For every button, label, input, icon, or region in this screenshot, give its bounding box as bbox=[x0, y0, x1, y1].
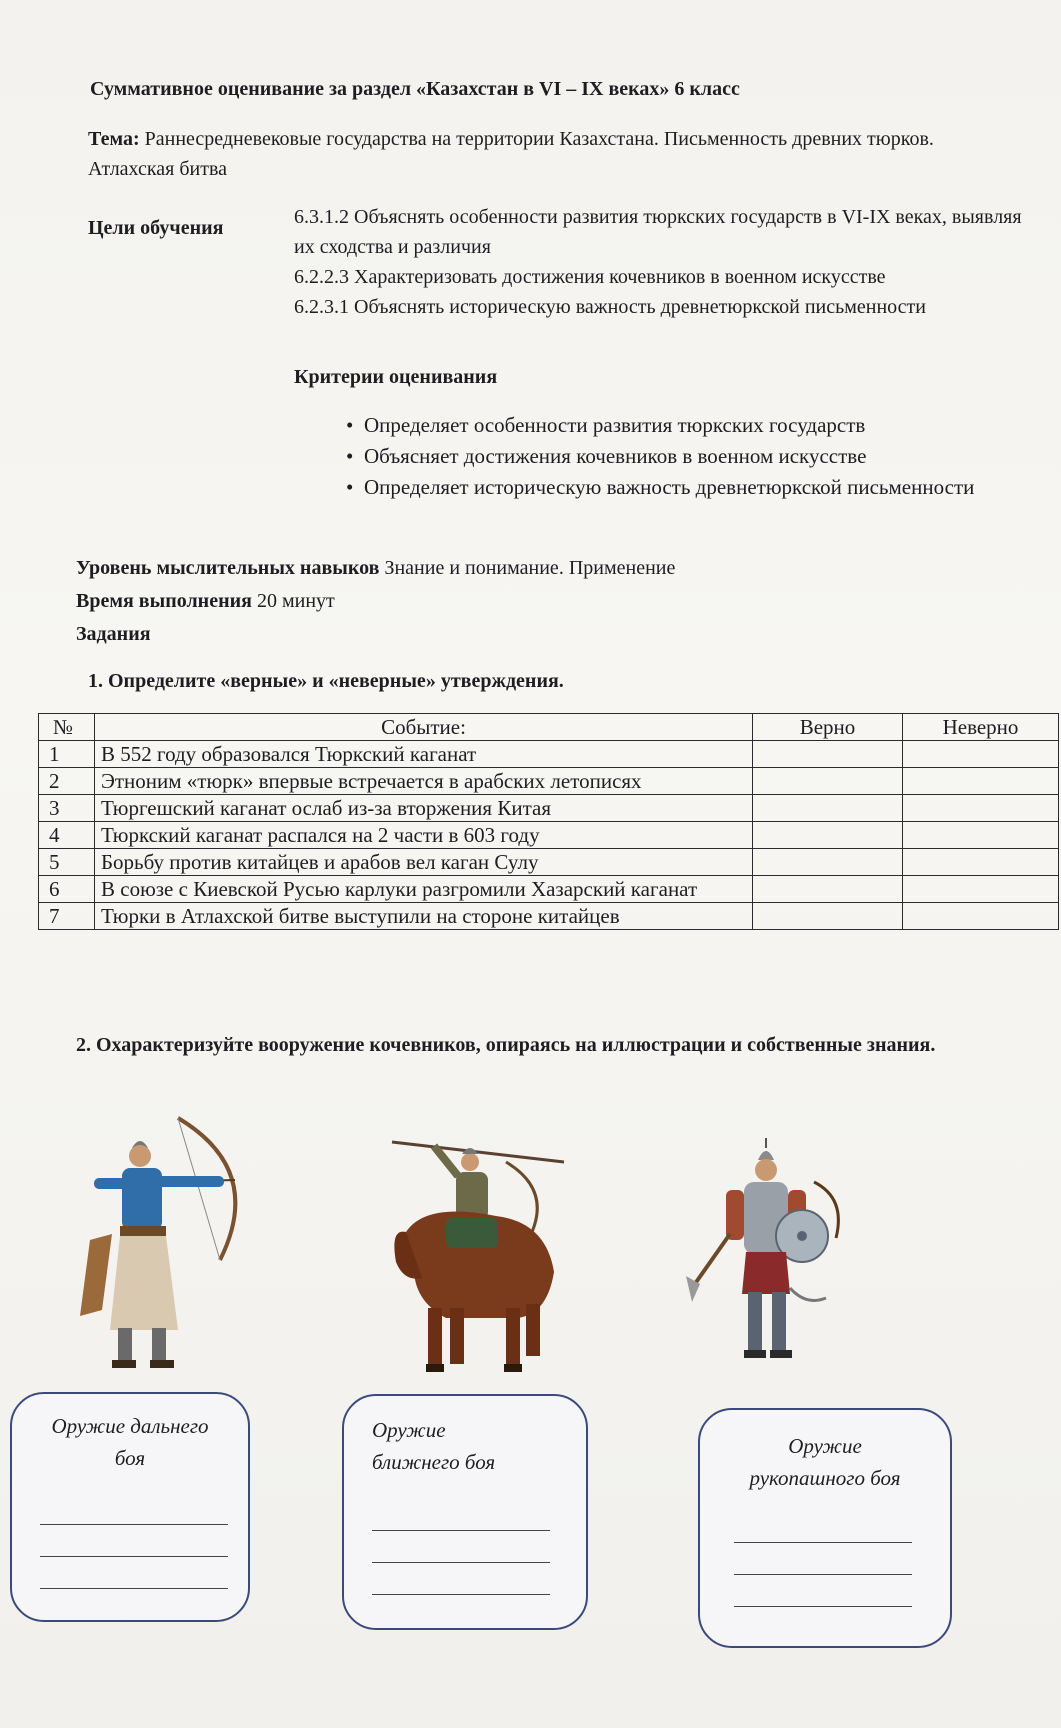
column-header-true: Верно bbox=[753, 714, 903, 741]
false-answer-cell[interactable] bbox=[903, 876, 1059, 903]
learning-goal-item: 6.3.1.2 Объяснять особенности развития тюркских государств в VI-IX веках, выявляя их сходства и различия bbox=[294, 206, 1022, 258]
false-answer-cell[interactable] bbox=[903, 741, 1059, 768]
column-header-false: Неверно bbox=[903, 714, 1059, 741]
false-answer-cell[interactable] bbox=[903, 768, 1059, 795]
box-caption bbox=[700, 1430, 950, 1494]
horseman-illustration bbox=[386, 1132, 596, 1382]
time-line bbox=[76, 585, 675, 618]
true-answer-cell[interactable] bbox=[753, 768, 903, 795]
thinking-level-label: Уровень мыслительных навыков bbox=[76, 557, 380, 579]
thinking-level-value: Знание и понимание. Применение bbox=[379, 557, 676, 579]
box-caption-line: боя bbox=[114, 1446, 146, 1470]
criteria-item-text: Объясняет достижения кочевников в военном искусстве bbox=[364, 444, 867, 468]
learning-goal-item: 6.2.3.1 Объяснять историческую важность древнетюркской письменности bbox=[294, 296, 926, 318]
learning-goals-list bbox=[294, 202, 1034, 322]
column-header-num: № bbox=[39, 714, 95, 741]
true-answer-cell[interactable] bbox=[753, 795, 903, 822]
criteria-item bbox=[344, 472, 984, 503]
box-caption bbox=[372, 1414, 586, 1478]
bullet-icon: • bbox=[346, 475, 354, 499]
learning-goals-label: Цели обучения bbox=[88, 217, 224, 239]
answer-line[interactable] bbox=[734, 1542, 912, 1543]
bullet-icon: • bbox=[346, 444, 354, 468]
true-answer-cell[interactable] bbox=[753, 741, 903, 768]
true-false-table bbox=[38, 713, 1059, 930]
table-row bbox=[39, 903, 1059, 930]
box-caption-line: ближнего боя bbox=[372, 1450, 496, 1474]
table-header-row bbox=[39, 714, 1059, 741]
box-caption bbox=[12, 1410, 248, 1474]
task1-title: 1. Определите «верные» и «неверные» утверждения. bbox=[88, 670, 564, 692]
archer-illustration bbox=[60, 1110, 260, 1382]
box-caption-line: Оружие дальнего bbox=[51, 1414, 209, 1438]
time-value: 20 минут bbox=[251, 590, 335, 612]
topic-paragraph bbox=[88, 124, 968, 184]
task2-title: 2. Охарактеризуйте вооружение кочевников, опираясь на иллюстрации и собственные знания. bbox=[76, 1034, 936, 1056]
criteria-list bbox=[344, 410, 984, 503]
tasks-label: Задания bbox=[76, 623, 151, 645]
row-number: 6 bbox=[39, 876, 95, 903]
row-event: Борьбу против китайцев и арабов вел каган Сулу bbox=[95, 849, 753, 876]
table-row bbox=[39, 768, 1059, 795]
answer-line[interactable] bbox=[372, 1594, 550, 1595]
answer-line[interactable] bbox=[734, 1574, 912, 1575]
answer-line[interactable] bbox=[372, 1562, 550, 1563]
row-event: В 552 году образовался Тюркский каганат bbox=[95, 741, 753, 768]
topic-label: Тема: bbox=[88, 128, 140, 150]
criteria-item-text: Определяет особенности развития тюркских государств bbox=[364, 413, 866, 437]
row-number: 4 bbox=[39, 822, 95, 849]
table-row bbox=[39, 822, 1059, 849]
true-answer-cell[interactable] bbox=[753, 876, 903, 903]
answer-line[interactable] bbox=[372, 1530, 550, 1531]
row-event: Этноним «тюрк» впервые встречается в арабских летописях bbox=[95, 768, 753, 795]
false-answer-cell[interactable] bbox=[903, 822, 1059, 849]
melee-weapons-box bbox=[342, 1394, 588, 1630]
tasks-heading bbox=[76, 618, 675, 651]
table-row bbox=[39, 741, 1059, 768]
row-event: Тюргешский каганат ослаб из-за вторжения Китая bbox=[95, 795, 753, 822]
criteria-item bbox=[344, 410, 984, 441]
hand-to-hand-weapons-box bbox=[698, 1408, 952, 1648]
false-answer-cell[interactable] bbox=[903, 903, 1059, 930]
true-answer-cell[interactable] bbox=[753, 849, 903, 876]
row-number: 5 bbox=[39, 849, 95, 876]
page-title: Суммативное оценивание за раздел «Казахстан в VI – IX веках» 6 класс bbox=[90, 78, 740, 100]
false-answer-cell[interactable] bbox=[903, 849, 1059, 876]
table-row bbox=[39, 795, 1059, 822]
true-answer-cell[interactable] bbox=[753, 903, 903, 930]
row-number: 3 bbox=[39, 795, 95, 822]
thinking-level-line bbox=[76, 552, 675, 585]
row-number: 1 bbox=[39, 741, 95, 768]
table-row bbox=[39, 876, 1059, 903]
learning-goal-item: 6.2.2.3 Характеризовать достижения кочевников в военном искусстве bbox=[294, 266, 886, 288]
box-caption-line: Оружие bbox=[788, 1434, 862, 1458]
time-label: Время выполнения bbox=[76, 590, 252, 612]
criteria-item-text: Определяет историческую важность древнетюркской письменности bbox=[364, 475, 975, 499]
row-event: В союзе с Киевской Русью карлуки разгромили Хазарский каганат bbox=[95, 876, 753, 903]
criteria-title: Критерии оценивания bbox=[294, 366, 498, 388]
answer-line[interactable] bbox=[734, 1606, 912, 1607]
assessment-meta bbox=[76, 552, 675, 651]
answer-line[interactable] bbox=[40, 1556, 228, 1557]
bullet-icon: • bbox=[346, 413, 354, 437]
table-row bbox=[39, 849, 1059, 876]
row-event: Тюркский каганат распался на 2 части в 603 году bbox=[95, 822, 753, 849]
answer-line[interactable] bbox=[40, 1524, 228, 1525]
row-event: Тюрки в Атлахской битве выступили на стороне китайцев bbox=[95, 903, 753, 930]
armored-warrior-illustration bbox=[686, 1138, 856, 1370]
box-caption-line: Оружие bbox=[372, 1418, 446, 1442]
criteria-item bbox=[344, 441, 984, 472]
topic-text: Раннесредневековые государства на территории Казахстана. Письменность древних тюрков. Атлахская битва bbox=[88, 128, 934, 180]
row-number: 2 bbox=[39, 768, 95, 795]
false-answer-cell[interactable] bbox=[903, 795, 1059, 822]
answer-line[interactable] bbox=[40, 1588, 228, 1589]
true-answer-cell[interactable] bbox=[753, 822, 903, 849]
row-number: 7 bbox=[39, 903, 95, 930]
box-caption-line: рукопашного боя bbox=[749, 1466, 901, 1490]
ranged-weapons-box bbox=[10, 1392, 250, 1622]
column-header-event: Событие: bbox=[95, 714, 753, 741]
